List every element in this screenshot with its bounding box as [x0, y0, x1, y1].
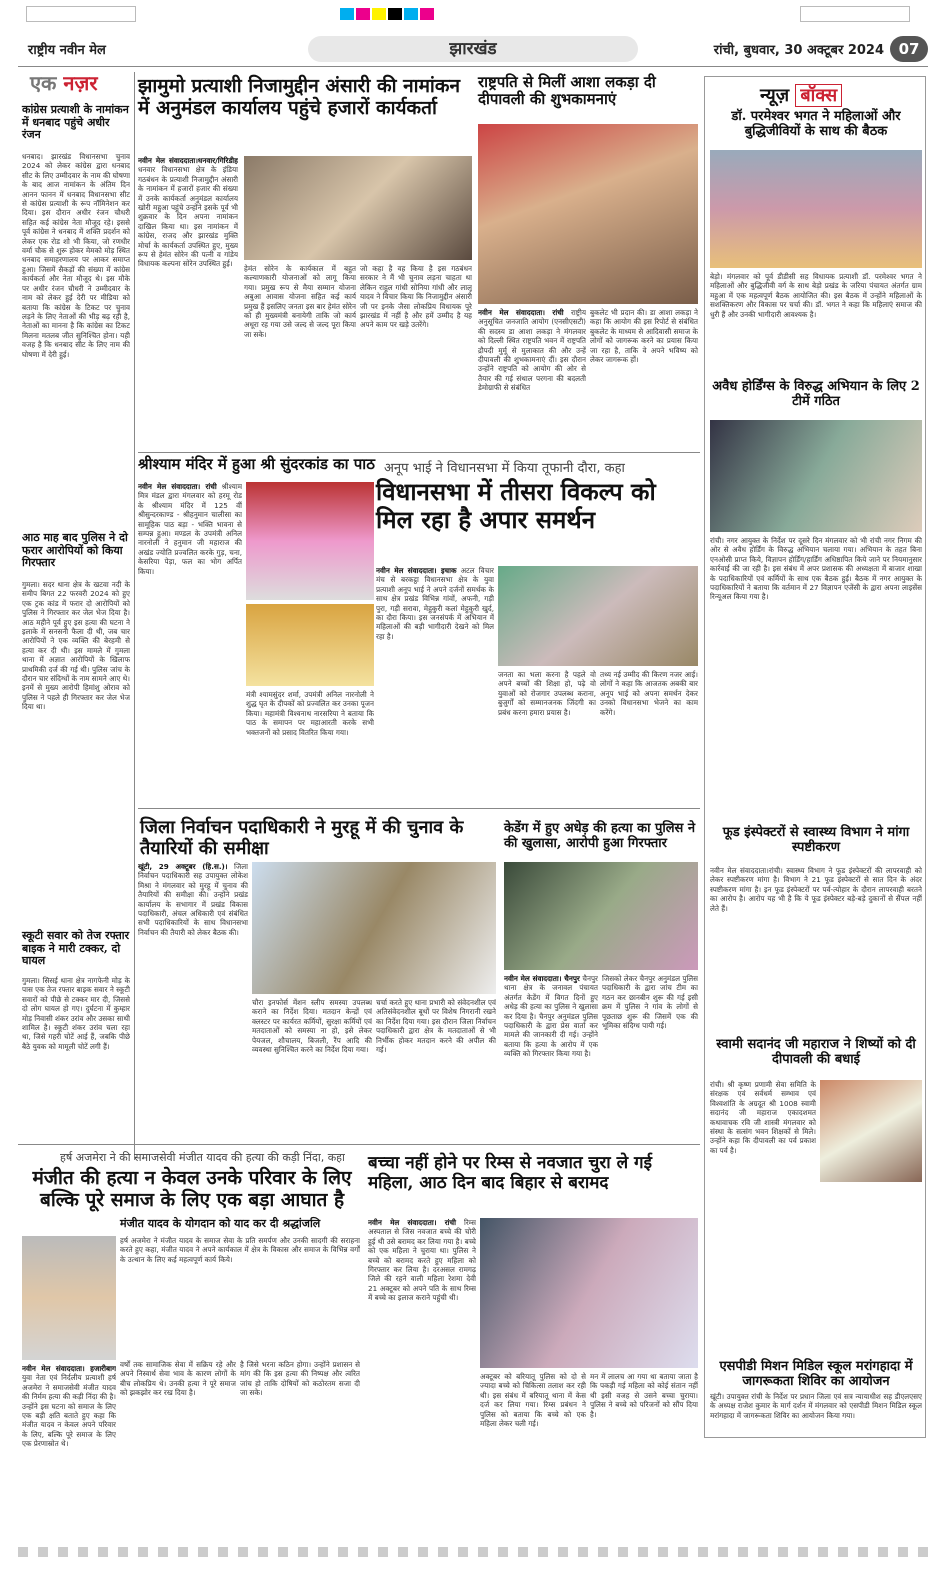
lead-body-1	[138, 156, 238, 446]
label-part: न्यूज़	[760, 85, 790, 106]
shyam-byline: नवीन मेल संवाददाता। रांची	[138, 482, 217, 491]
lead-byline: नवीन मेल संवाददाता।धनवार/गिरिडीह	[138, 156, 238, 165]
murder-text-1: चैनपुर थाना क्षेत्र के जनावल पंचायत अंतर्गत केडेंग में विगत दिनों हुए अधेड़ की हत्या का पुलिस ने खुलासा कर दिया है। चैनपुर अनुमंडल पुलिस पदाधिकारी के द्वारा प्रेस वार्ता कर मामले की जानकारी दी गई। उन्होंने बताया कि हत्या के आरोप में एक व्यक्ति को गिरफ्तार किया गया है।	[504, 974, 598, 1059]
color-swatch	[356, 8, 370, 20]
nazar-headline-2: आठ माह बाद पुलिस ने दो फरार आरोपियों को किया गिरफ्तार	[22, 531, 128, 570]
page-number: 07	[890, 36, 928, 62]
murder-byline: नवीन मेल संवाददाता। चैनपुर	[504, 974, 580, 983]
lead-photo	[244, 156, 472, 260]
president-body-2: बुकलेट भी प्रदान की। डा आशा लकड़ा ने कहा कि आयोग की इस रिपोर्ट से संबंधित बुकलेट के माध्यम से आदिवासी समाज के लोगों को जागरूक करने का प्रयास किया जा रहा है, ताकि वे अपने भविष्य को लेकर जागरूक हों।	[590, 308, 698, 365]
page-header	[18, 36, 928, 62]
rims-headline: बच्चा नहीं होने पर रिम्स से नवजात चुरा ले गई महिला, आठ दिन बाद बिहार से बरामद	[368, 1153, 652, 1193]
murder-body-2: जिसको लेकर चैनपुर अनुमंडल पुलिस पदाधिकारी के द्वारा जांच टीम का गठन कर छानबीन शुरू की गई इसी क्रम में पुलिस ने गांव के लोगों से पूछताछ शुरू की जिसमें एक की भूमिका संदिग्ध पायी गई।	[602, 974, 698, 1031]
election-body-2: चौरा इनफोर्स मेंशन स्लीप समस्या उपलब्ध कराने का निर्देश दिया। मतदान केन्द्रों एवं क्लस्टर पर कार्यरत कर्मियों, सुरक्षा कर्मियों एवं मतदाताओं को समस्या ना हो, इसे लेकर पेयजल, शौचालय, बिजली, रैंप आदि की व्यवस्था सुनिश्चित करने का निर्देश दिया गया।	[252, 998, 372, 1055]
nb-body-1: बेड़ो। मंगलवार को पूर्व डीडीसी सह विधायक प्रत्याशी डॉ. परमेश्वर भगत ने महिलाओं और बुद्धिजीवी वर्ग के साथ बेड़ो प्रखंड के जरिया पंचायत अंतर्गत ग्राम महुआ में एक महत्वपूर्ण बैठक आयोजित की। इस बैठक में उन्होंने महिलाओं के सशक्तिकरण और विकास पर चर्चा की। डॉ. भगत ने कहा कि महिलाएं समाज की धुरी हैं और उनकी भागीदारी आवश्यक है।	[710, 272, 922, 319]
manjeet-body-1	[22, 1364, 116, 1524]
manjeet-body-3: वर्षों तक सामाजिक सेवा में सक्रिय रहे और अपने निस्वार्थ सेवा भाव के कारण लोगों के बीच लोकप्रिय थे। उनकी हत्या ने पूरे समाज को झकझोर कर रख दिया है।	[120, 1360, 236, 1398]
color-swatch	[404, 8, 418, 20]
manjeet-body-2: हर्ष अजमेरा ने मंजीत यादव के समाज सेवा के प्रति समर्पण और उनकी सादगी की सराहना करते हुए कहा, मंजीत यादव ने अपने कार्यकाल में क्षेत्र के विकास और समाज के विभिन्न वर्गों के उत्थान के लिए कई महत्वपूर्ण कार्य किये।	[120, 1236, 360, 1264]
nb-headline-4: स्वामी सदानंद जी महाराज ने शिष्यों को दी दीपावली की बधाई	[716, 1037, 916, 1067]
president-byline: नवीन मेल संवाददाता। रांची	[478, 308, 564, 317]
anup-headline: विधानसभा में तीसरा विकल्प को मिल रहा है अपार समर्थन	[376, 477, 656, 534]
manjeet-body-4: है जिसे भरना कठिन होगा। उन्होंने प्रशासन से मांग की कि इस हत्या की निष्पक्ष और त्वरित जांच हो ताकि दोषियों को कठोरतम सजा दी जा सके।	[240, 1360, 360, 1398]
anup-byline: नवीन मेल संवाददाता। इचाक	[376, 566, 457, 575]
manjeet-text-1: युवा नेता एवं निर्दलीय प्रत्याशी हर्ष अजमेरा ने समाजसेवी मंजीत यादव की निर्मम हत्या की कड़ी निंदा की है। उन्होंने इस घटना को समाज के लिए एक बड़ी क्षति बताते हुए कहा कि मंजीत यादव न केवल अपने परिवार के लिए, बल्कि पूरे समाज के लिए एक प्रेरणास्रोत थे।	[22, 1373, 116, 1449]
registration-strip-right	[800, 6, 910, 22]
nazar-headline-1: कांग्रेस प्रत्याशी के नामांकन में धनबाद पहुंचे अधीर रंजन	[22, 103, 129, 142]
nb-body-5: खूंटी। उपायुक्त रांची के निर्देश पर प्रधान जिला एवं सत्र न्यायाधीश सह डीएलएसए के अध्यक्ष राजेश कुमार के मार्ग दर्शन में मंगलवार को एसपीडी मिशन मिडिल स्कूल मरांगहादा में जागरूकता शिविर का आयोजन किया गया।	[710, 1392, 922, 1420]
nb-body-2: रांची। नगर आयुक्त के निर्देश पर दूसरे दिन मंगलवार को भी रांची नगर निगम की ओर से अवैध होर्डिंग के विरुद्ध अभियान चलाया गया। अभियान के तहत बिना एनओसी प्राप्त किये, विज्ञापन होर्डिंग/हार्डिंग अधिष्ठापित किये जाने पर नियमानुसार कार्रवाई की जा रही है। इस संबंध में अपर प्रशासक की अध्यक्षता में बाजार शाखा के पदाधिकारियों एवं कर्मियों के साथ एक बैठक हुई। बैठक में नगर आयुक्त के पदाधिकारियों ने बताया कि वर्तमान में 27 विज्ञापन एजेंसी के द्वारा अपना लाइसेंस रिन्यूअल किया गया है।	[710, 536, 922, 602]
nb-body-3: नवीन मेल संवाददाता।रांची। स्वास्थ्य विभाग ने फूड इंस्पेक्टरों की लापरवाही को लेकर स्पष्टीकरण मांगा है। विभाग ने 21 फूड इंस्पेक्टरों से सात दिन के अंदर स्पष्टीकरण मांगा है। इन फूड इंस्पेक्टरों पर पर्व-त्योहार के दौरान लापरवाही बरतने का आरोप है। आरोप यह भी है कि ये फूड इंस्पेक्टर बड़े-बड़े दुकानों से सैंपल नहीं लेते हैं।	[710, 866, 922, 913]
color-swatch	[340, 8, 354, 20]
anup-body-3: तथ्य नई उम्मीद की किरण नजर आई। लोगों ने कहा कि आजतक अबकी बार अनूप भाई को अपना समर्थन देकर उनको विधानसभा भेजने का काम करेंगे।	[600, 670, 698, 717]
manjeet-photo	[22, 1236, 116, 1360]
nb-body-4: रांची। श्री कृष्ण प्रणामी सेवा समिति के संरक्षक एवं सर्वधर्म सम्भाव एवं विश्वशांति के अग्रदूत श्री 1008 स्वामी सदानंद जी महाराज एकादशमत कथावाचक रवि जी शास्त्री मंगलवार को संस्था के सत्संग भवन शिक्षकों से मिले। उन्होंने कहा कि दीपावली का पर्व प्रकाश का पर्व है।	[710, 1080, 816, 1155]
nb-photo-4	[820, 1080, 922, 1182]
nazar-body-1: धनबाद। झारखंड विधानसभा चुनाव 2024 को लेकर कांग्रेस द्वारा धनबाद सीट के लिए उम्मीदवार के नाम की घोषणा के बाद आज नामांकन के अंतिम दिन आनन फानन में धनबाद विधानसभा सीट से कांग्रेस प्रत्याशी के रूप नॉमिनेशन कर दिया। इस दौरान अधीर रंजन चौधरी सहित कई कांग्रेस नेता मौजूद रहे। इससे पूर्व कांग्रेस ने धनबाद में शक्ति प्रदर्शन को लेकर एक रोड शो भी किया, जो रणधीर वर्मा चौक से शुरू होकर मेमको मोड़ स्थित धनबाद समाहरणालय पर आकर समाप्त हुआ। जिसमें सैकड़ों की संख्या में कांग्रेस कार्यकर्ता और नेता मौजूद थे। इस मौके पर अधीर रंजन चौधरी ने उम्मीदवार के नाम को लेकर हुई देरी पर मीडिया को बताया कि कांग्रेस के टिकट पर चुनाव लड़ने के लिए नेताओं की भीड़ बढ़ रही है, नेताओं का मानना है कि कांग्रेस का टिकट मिलना मतलब जीत सुनिश्चित होना। यही वजह है कि धनबाद सीट के लिए नाम की घोषणा में देरी हुई।	[22, 152, 130, 359]
nb-headline-3: फूड इंस्पेक्टरों से स्वास्थ्य विभाग ने मांगा स्पष्टीकरण	[722, 825, 910, 855]
shyam-headline: श्रीश्याम मंदिर में हुआ श्री सुंदरकांड का पाठ	[138, 455, 375, 473]
murder-body-1	[504, 974, 598, 1138]
lead-body-2: हेमंत सोरेन के कार्यकाल में बहुत कल्याणकारी योजनाओं को लागू किया गया। प्रमुख रूप से मैया सम्मान योजना अबुआ आवास योजना सहित कई कार्य प्रमुख हैं इसलिए जनता इस बार हेमंत सोरेन को ही मुख्यमंत्री बनायेगी ताकि जो कार्य अधूरा रह गया उसे जल्द से जल्द पूरा किया जा सके।	[244, 264, 356, 339]
anup-text-1: अटल विचार मंच से बरकट्ठा विधानसभा क्षेत्र के युवा प्रत्याशी अनूप भाई ने अपने दर्जनों समर्थक के साथ क्षेत्र प्रखंड विभिन्न गांवों, अफनी, गड़ी पुरा, गड़ी सरावा, मेहुकुरी कलां मेहुकुरी खुर्द, का दौरा किया। इस जनसंपर्क में अभियान में महिलाओं की बड़ी भागीदारी देखने को मिल रहा है।	[376, 566, 494, 641]
row-rule	[18, 1144, 700, 1145]
election-text-1: जिला निर्वाचन पदाधिकारी सह उपायुक्त लोकेश मिश्रा ने मंगलवार को मुरहू में चुनाव की तैयारियों की समीक्षा की। उन्होंने प्रखंड कार्यालय के सभागार में प्रखंड विकास पदाधिकारी, अंचल अधिकारी एवं संबंधित सभी पदाधिकारियों के साथ विधानसभा निर्वाचन की तैयारी को लेकर बैठक की।	[138, 862, 248, 937]
label-part: नज़र	[63, 71, 98, 95]
label-part: एक	[30, 71, 57, 95]
murder-headline: केडेंग में हुए अधेड़ की हत्या का पुलिस ने की खुलासा, आरोपी हुआ गिरफ्तार	[504, 821, 696, 851]
shyam-text-1: श्रीश्याम मित्र मंडल द्वारा मंगलवार को हरमू रोड के श्रीश्याम मंदिर में 125 वीं श्रीसुन्दरकाण्ड - श्रीहनुमान चालीसा का सामूहिक पाठ बड़ा - भक्ति भावना से सम्पन्न हुआ। मण्डल के उपमंत्री अनिल नारनोली ने हनुमान जी महाराज की अखंड ज्योति प्रज्वलित करके गुड़, चना, केसरिया पेड़ा, फल का भोग अर्पित किया।	[138, 482, 242, 576]
lead-headline: झामुमो प्रत्याशी निजामुद्दीन अंसारी की नामांकन में अनुमंडल कार्यालय पहुंचे हजारों कार्यकर्ता	[138, 75, 460, 119]
rims-body-1	[368, 1218, 476, 1524]
manjeet-headline: मंजीत की हत्या न केवल उनके परिवार के लिए बल्कि पूरे समाज के लिए एक बड़ा आघात है	[32, 1167, 352, 1211]
newspaper-logo: राष्ट्रीय नवीन मेल	[28, 43, 106, 58]
election-byline: खूंटी, 29 अक्टूबर (हि.स.)।	[138, 862, 228, 871]
ek-nazar-label	[30, 72, 98, 95]
rims-text-1: रिम्स अस्पताल से जिस नवजात बच्चे की चोरी हुई थी उसे बरामद कर लिया गया है। बच्चे को एक महिला ने चुराया था। पुलिस ने बच्चे को बरामद करते हुए महिला को गिरफ्तार कर लिया है। दरअसल रामगढ़ जिले की रहने वाली महिला रेशमा देवी 21 अक्टूबर को अपने पति के साथ रिम्स में बच्चे का इलाज कराने पहुंची थी।	[368, 1218, 476, 1303]
section-title: झारखंड	[308, 36, 638, 62]
lead-body-3: जो कहा है वह किया है इस गठबंधन सरकार ने मैं भी चुनाव लड़ना चाहता था लेकिन राहुल गांधी सोनिया गांधी और लालू यादव ने विचार किया कि निजामुद्दीन अंसारी जी पर इनके जैसा लोकप्रिय विधायक पूरे झारखंड में नहीं है और हमें उम्मीद है यह अपने काम पर खड़े उतरेंगे।	[360, 264, 472, 330]
president-text-1: राष्ट्रीय अनुसूचित जनजाति आयोग (एनसीएसटी) की सदस्य डा आशा लकड़ा ने मंगलवार को दिल्ली स्थित राष्ट्रपति भवन में राष्ट्रपति द्रौपदी मुर्मू से मुलाकात की और उन्हें दीपावली की शुभकामनाएं दीं। इस दौरान उन्होंने राष्ट्रपति को आयोग की ओर से तैयार की गई संथाल परगना की बदलती डेमोग्राफी से संबंधित	[478, 308, 586, 393]
election-photo	[252, 862, 496, 994]
election-headline: जिला निर्वाचन पदाधिकारी ने मुरहू में की चुनाव के तैयारियों की समीक्षा	[140, 817, 464, 859]
color-bar-top	[340, 8, 434, 20]
news-box-label	[760, 86, 842, 107]
color-swatch	[372, 8, 386, 20]
page-date: रांची, बुधवार, 30 अक्टूबर 2024	[713, 43, 884, 58]
row-rule	[138, 452, 700, 453]
nazar-body-3: गुमला। सिसई थाना क्षेत्र नागफेनी मोड़ के पास एक तेज रफ्तार बाइक सवार ने स्कूटी सवारों को पीछे से टक्कर मार दी, जिससे दो लोग घायल हो गए। दुर्घटना में कुम्हार मोड़ निवासी शंकर उरांव और उसका साथी शामिल है। स्कूटी शंकर उरांव चला रहा था, जिसे गहरी चोटें आई हैं, जबकि पीछे बैठे युवक को मामूली चोटें लगी हैं।	[22, 976, 130, 1051]
election-body-1	[138, 862, 248, 1138]
election-body-3: चर्चा करते हुए थाना प्रभारी को संवेदनशील एवं अतिसंवेदनशील बूथों पर विशेष निगरानी रखने का निर्देश दिया गया। इस दौरान जिला निर्वाचन पदाधिकारी द्वारा क्षेत्र के मतदाताओं से भी निर्भीक होकर मतदान करने की अपील की गई।	[376, 998, 496, 1055]
nazar-headline-3: स्कूटी सवार को तेज रफ्तार बाइक ने मारी टक्कर, दो घायल	[22, 929, 130, 968]
murder-photo	[504, 862, 698, 970]
president-body-1	[478, 308, 586, 446]
nb-headline-5: एसपीडी मिशन मिडिल स्कूल मरांगहादा में जागरूकता शिविर का आयोजन	[719, 1359, 913, 1389]
nb-photo-1	[710, 150, 922, 268]
shyam-body-2: मंत्री श्यामसुंदर शर्मा, उपमंत्री अनिल नारनोली ने शुद्ध घृत के दीपकों को प्रज्वलित कर उनका पूजन किया। महामंत्री विश्वनाथ नारसरिया ने बताया कि पाठ के समापन पर महाआरती करके सभी भक्तजनों को प्रसाद वितरित किया गया।	[246, 690, 374, 737]
manjeet-subhead: मंजीत यादव के योगदान को याद कर दी श्रद्धांजलि	[120, 1217, 321, 1230]
anup-kicker: अनूप भाई ने विधानसभा में किया तूफानी दौरा, कहा	[384, 461, 625, 476]
nazar-body-2: गुमला। सदर थाना क्षेत्र के खटवा नदी के समीप बिगत 22 फरवरी 2024 को हुए एक ट्रक कांड में फरार दो आरोपियों को पुलिस ने गिरफ्तार कर जेल भेज दिया है। आठ महीने पूर्व हुए इस हत्या की घटना ने इलाके में सनसनी फैला दी थी, जब चार आरोपियों ने एक व्यक्ति की बेरहमी से हत्या कर दी थी। इस मामले में गुमला थाना में अज्ञात आरोपियों के खिलाफ प्राथमिकी दर्ज की गई थी। पुलिस जांच के दौरान चार संदिग्धों के नाम सामने आए थे। इनमें से मुख्य आरोपी हिमांशु ओराव को पुलिस ने पहले ही गिरफ्तार कर जेल भेज दिया था।	[22, 580, 130, 712]
rims-photo	[480, 1218, 698, 1368]
shyam-photo-1	[246, 482, 374, 600]
shyam-photo-2	[246, 604, 374, 686]
rims-body-3: मन में लालच आ गया था बताया जाता है कि पकड़ी गई महिला को कोई संतान नहीं थी इसी वजह से उसने बच्चा चुराया। पुलिस ने बच्चे को परिजनों को सौंप दिया है।	[590, 1372, 698, 1419]
president-headline: राष्ट्रपति से मिलीं आशा लकड़ा दी दीपावली की शुभकामनाएं	[478, 73, 656, 109]
anup-photo	[498, 566, 698, 666]
row-rule	[138, 808, 700, 809]
anup-body-2: जनता का भला करना है पहले वो अपने बच्चों की शिक्षा हो, पढ़े वो युवाओं को रोजगार उपलब्ध कराना, बुजुर्गों को सम्मानजनक जिंदगी का प्रबंध करना हमारा प्रयास है।	[498, 670, 596, 717]
color-swatch	[420, 8, 434, 20]
registration-strip-left	[26, 6, 136, 22]
label-part: बॉक्स	[795, 84, 842, 107]
nb-headline-1: डॉ. परमेश्वर भगत ने महिलाओं और बुद्धिजीवियों के साथ की बैठक	[731, 109, 901, 139]
color-swatch	[388, 8, 402, 20]
anup-body-1	[376, 566, 494, 802]
rims-body-2: अक्टूबर को बरियातू पुलिस को दो से ज्यादा बच्चे को चिकित्सा तलाश कर रही थी। इस संबंध में बरियातू थाना में केस दर्ज कर लिया गया। रिम्स प्रबंधन ने पुलिस को बताया कि बच्चे को एक महिला लेकर चली गई।	[480, 1372, 586, 1429]
nb-headline-2: अवैध होर्डिंग्स के विरुद्ध अभियान के लिए 2 टीमें गठित	[712, 379, 920, 409]
president-photo	[478, 124, 698, 304]
header-rule	[18, 66, 928, 67]
column-divider	[134, 72, 135, 1160]
rims-byline: नवीन मेल संवाददाता। रांची	[368, 1218, 456, 1227]
nb-photo-2	[710, 420, 922, 532]
shyam-body-1	[138, 482, 242, 872]
manjeet-kicker: हर्ष अजमेरा ने की समाजसेवी मंजीत यादव की हत्या की कड़ी निंदा, कहा	[60, 1151, 345, 1164]
lead-text-1: धनवार विधानसभा क्षेत्र के इंडिया गठबंधन के प्रत्याशी निजामुद्दीन अंसारी के नामांकन में हजारों हजार की संख्या में उनके कार्यकर्ता अनुमंडल कार्यालय खोरी महुआ पहुंचे उन्होंने इसके पूर्व भी शुक्रवार के दिन अपना नामांकन दाखिल किया था। इस नामांकन में कांग्रेस, राजद और झारखंड मुक्ति मोर्चा के कार्यकर्ता उपस्थित हुए, मुख्य रूप से हेमंत सोरेन की पत्नी व गांडेय विधायक कल्पना सोरेन उपस्थित हुई।	[138, 165, 238, 269]
footer-registration-strip	[18, 1547, 928, 1557]
manjeet-byline: नवीन मेल संवाददाता। हजारीबाग	[22, 1364, 116, 1373]
